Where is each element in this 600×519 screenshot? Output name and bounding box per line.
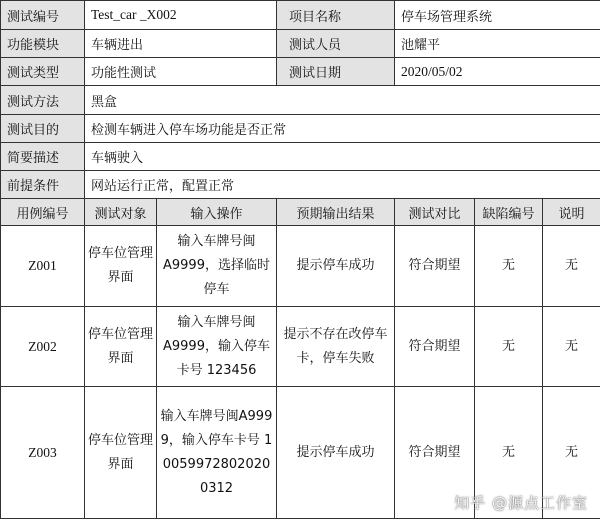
input-operation: 输入车牌号闽A9999，输入停车卡号 100599728020200312 — [157, 387, 277, 519]
case-id: Z002 — [1, 307, 85, 387]
watermark: 知乎 @源点工作室 — [454, 494, 588, 512]
test-id-value: Test_car _X002 — [85, 1, 277, 30]
description-label: 简要描述 — [1, 143, 85, 171]
column-header: 测试对比 — [395, 199, 475, 226]
row-module — [1, 30, 600, 58]
module-label: 功能模块 — [1, 30, 85, 58]
note: 无 — [543, 307, 600, 387]
row-test-id — [1, 1, 600, 30]
tester-label: 测试人员 — [277, 30, 395, 58]
table-row — [1, 307, 600, 387]
test-comparison: 符合期望 — [395, 307, 475, 387]
column-header: 输入操作 — [157, 199, 277, 226]
tester-value: 池耀平 — [395, 30, 600, 58]
method-value: 黑盒 — [85, 86, 600, 115]
column-header: 缺陷编号 — [475, 199, 543, 226]
purpose-label: 测试目的 — [1, 115, 85, 143]
note: 无 — [543, 226, 600, 307]
row-method — [1, 86, 600, 115]
case-id: Z003 — [1, 387, 85, 519]
table-row — [1, 226, 600, 307]
defect-id: 无 — [475, 387, 543, 519]
test-comparison: 符合期望 — [395, 387, 475, 519]
defect-id: 无 — [475, 307, 543, 387]
row-type — [1, 58, 600, 86]
test-object: 停车位管理界面 — [85, 226, 157, 307]
precondition-label: 前提条件 — [1, 171, 85, 199]
project-value: 停车场管理系统 — [395, 1, 600, 30]
column-header: 测试对象 — [85, 199, 157, 226]
expected-output: 提示不存在改停车卡，停车失败 — [277, 307, 395, 387]
note: 无 — [543, 387, 600, 519]
purpose-value: 检测车辆进入停车场功能是否正常 — [85, 115, 600, 143]
input-operation: 输入车牌号闽A9999，输入停车卡号 123456 — [157, 307, 277, 387]
row-precondition — [1, 171, 600, 199]
row-description — [1, 143, 600, 171]
method-label: 测试方法 — [1, 86, 85, 115]
column-header: 说明 — [543, 199, 600, 226]
row-purpose — [1, 115, 600, 143]
column-header: 用例编号 — [1, 199, 85, 226]
test-object: 停车位管理界面 — [85, 387, 157, 519]
module-value: 车辆进出 — [85, 30, 277, 58]
expected-output: 提示停车成功 — [277, 226, 395, 307]
column-header: 预期输出结果 — [277, 199, 395, 226]
expected-output: 提示停车成功 — [277, 387, 395, 519]
date-label: 测试日期 — [277, 58, 395, 86]
test-object: 停车位管理界面 — [85, 307, 157, 387]
column-header-row — [1, 199, 600, 226]
test-comparison: 符合期望 — [395, 226, 475, 307]
project-label: 项目名称 — [277, 1, 395, 30]
case-id: Z001 — [1, 226, 85, 307]
type-value: 功能性测试 — [85, 58, 277, 86]
input-operation: 输入车牌号闽A9999，选择临时停车 — [157, 226, 277, 307]
precondition-value: 网站运行正常，配置正常 — [85, 171, 600, 199]
description-value: 车辆驶入 — [85, 143, 600, 171]
test-id-label: 测试编号 — [1, 1, 85, 30]
date-value: 2020/05/02 — [395, 58, 600, 86]
type-label: 测试类型 — [1, 58, 85, 86]
defect-id: 无 — [475, 226, 543, 307]
